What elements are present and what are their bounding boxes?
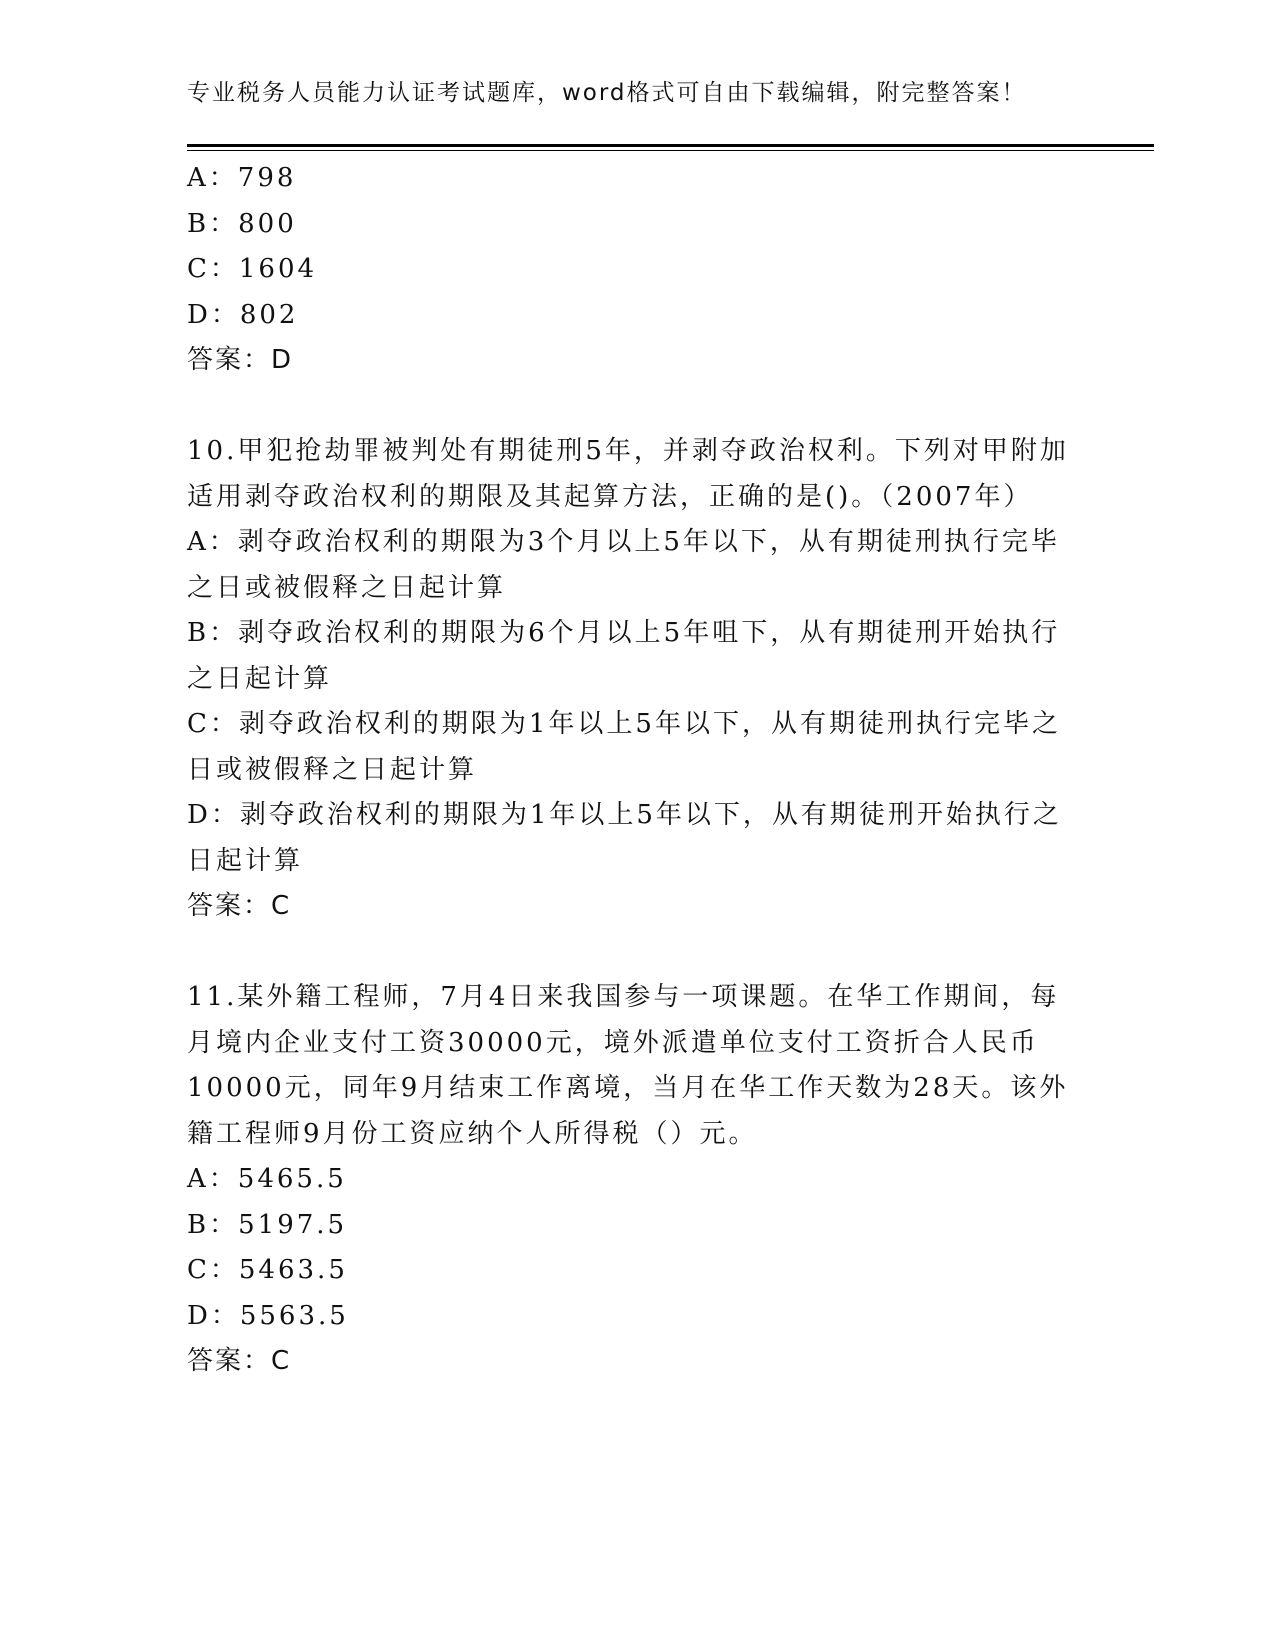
question-stem-line: 月境内企业支付工资30000元，境外派遣单位支付工资折合人民币 bbox=[187, 1027, 1039, 1058]
option-c-line-1: C：剥夺政治权利的期限为1年以上5年以下，从有期徒刑执行完毕之 bbox=[187, 709, 1061, 739]
answer: 答案：C bbox=[187, 891, 292, 921]
spacer bbox=[187, 930, 1077, 976]
option-d: D：802 bbox=[187, 299, 299, 330]
answer: 答案：D bbox=[187, 345, 294, 375]
question-10 bbox=[187, 429, 1077, 930]
question-11 bbox=[187, 975, 1077, 1385]
question-stem-line: 10.甲犯抢劫罪被判处有期徒刑5年，并剥夺政治权利。下列对甲附加 bbox=[187, 436, 1069, 466]
document-body bbox=[187, 156, 1077, 1385]
option-c: C：1604 bbox=[187, 254, 318, 284]
question-stem-line: 10000元，同年9月结束工作离境，当月在华工作天数为28天。该外 bbox=[187, 1073, 1069, 1103]
question-stem-line: 籍工程师9月份工资应纳个人所得税（）元。 bbox=[187, 1118, 758, 1149]
option-c: C：5463.5 bbox=[187, 1255, 348, 1285]
option-a-line-2: 之日或被假释之日起计算 bbox=[187, 572, 507, 603]
option-a-line-1: A：剥夺政治权利的期限为3个月以上5年以下，从有期徒刑执行完毕 bbox=[187, 527, 1060, 557]
option-a: A：5465.5 bbox=[187, 1164, 347, 1194]
option-c-line-2: 日或被假释之日起计算 bbox=[187, 754, 478, 785]
option-d-line-1: D：剥夺政治权利的期限为1年以上5年以下，从有期徒刑开始执行之 bbox=[187, 800, 1062, 830]
answer: 答案：C bbox=[187, 1346, 292, 1376]
header-rule-thin bbox=[187, 150, 1154, 151]
option-b: B：800 bbox=[187, 208, 297, 239]
page-header: 专业税务人员能力认证考试题库，word格式可自由下载编辑，附完整答案！ bbox=[187, 80, 1027, 106]
option-d-line-2: 日起计算 bbox=[187, 845, 304, 876]
question-9 bbox=[187, 156, 1077, 384]
header-rule-thick bbox=[187, 144, 1154, 147]
option-b: B：5197.5 bbox=[187, 1209, 348, 1240]
option-b-line-2: 之日起计算 bbox=[187, 663, 333, 694]
option-a: A：798 bbox=[187, 163, 297, 193]
question-stem-line: 11.某外籍工程师，7月4日来我国参与一项课题。在华工作期间，每 bbox=[187, 982, 1060, 1012]
option-b-line-1: B：剥夺政治权利的期限为6个月以上5年咀下，从有期徒刑开始执行 bbox=[187, 618, 1061, 648]
spacer bbox=[187, 384, 1077, 430]
question-stem-line: 适用剥夺政治权利的期限及其起算方法，正确的是()。（2007年） bbox=[187, 481, 1033, 512]
option-d: D：5563.5 bbox=[187, 1300, 349, 1331]
